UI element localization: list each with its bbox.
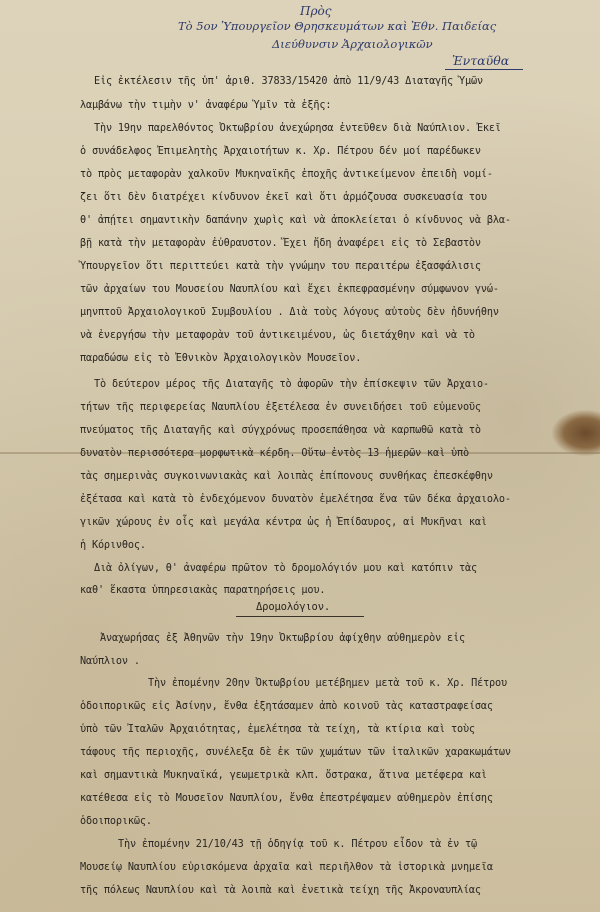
body-line-18: τὰς σημερινὰς συγκοινωνιακὰς καὶ λοιπὰς ἐπίπονους συνθήκας ἐπεσκέφθην (80, 471, 493, 482)
itinerary-line-5: ὑπὸ τῶν Ἰταλῶν Ἀρχαιότητας, ἐμελέτησα τὰ τείχη, τὰ κτίρια καὶ τοὺς (80, 724, 475, 735)
body-line-12: νὰ ἐνεργήσω τὴν μεταφορὰν τοῦ ἀντικειμένου, ὡς διετάχθην καὶ νὰ τὸ (80, 330, 475, 341)
body-line-16: πνεύματος τῆς Διαταγῆς καὶ σύγχρόνως προσεπάθησα νὰ καρπωθῶ κατὰ τὸ (80, 425, 481, 436)
handwritten-directorate: Διεύθυνσιν Ἀρχαιολογικῶν (272, 37, 433, 51)
handwritten-here: Ἐνταῦθα (452, 53, 510, 68)
body-line-9: Ὑπουργεῖον ὅτι περιττεύει κατὰ τὴν γνώμην του περαιτέρω ἐξασφάλισις (80, 261, 481, 272)
body-line-8: βῇ κατὰ τὴν μεταφορὰν ἐὐθραυστον. Ἔχει ἤδη ἀναφέρει εἰς τὸ Σεβαστὸν (80, 238, 481, 249)
body-line-6: ζει ὅτι δὲν διατρέχει κίνδυνον ἐκεῖ καὶ ὅτι ἁρμόζουσα συσκευασία του (80, 192, 487, 203)
itinerary-line-2: Ναύπλιον . (80, 656, 140, 667)
body-line-22: Διὰ ὀλίγων, θ' ἀναφέρω πρῶτον τὸ δρομολόγιόν μου καὶ κατόπιν τὰς (94, 563, 477, 574)
body-line-14: Τὸ δεύτερον μέρος τῆς Διαταγῆς τὸ ἀφορῶν τὴν ἐπίσκεψιν τῶν Ἀρχαιο- (94, 379, 489, 390)
itinerary-line-9: ὁδοιπορικῶς. (80, 816, 152, 827)
body-line-7: θ' ἀπῄτει σημαντικὴν δαπάνην χωρὶς καὶ νὰ ἀποκλείεται ὁ κίνδυνος νὰ βλα- (80, 215, 511, 226)
body-line-1: Εἰς ἐκτέλεσιν τῆς ὑπ' ἀριθ. 37833/15420 ἀπὸ 11/9/43 Διαταγῆς Ὑμῶν (94, 76, 483, 87)
itinerary-line-1: Ἀναχωρήσας ἐξ Ἀθηνῶν τὴν 19ην Ὀκτωβρίου ἀφίχθην αὐθημερὸν εἰς (100, 633, 465, 644)
itinerary-line-10: Τὴν ἐπομένην 21/10/43 τῇ ὁδηγίᾳ τοῦ κ. Πέτρου εἶδον τὰ ἐν τῷ (118, 839, 478, 850)
itinerary-line-7: καὶ σημαντικὰ Μυκηναϊκά, γεωμετρικὰ κλπ. ὄστρακα, ἅτινα μετέφερα καὶ (80, 770, 487, 781)
itinerary-line-11: Μουσείῳ Ναυπλίου εὑρισκόμενα ἀρχαῖα καὶ περιῆλθον τὰ ἱστορικὰ μνημεῖα (80, 862, 493, 873)
body-line-21: ἡ Κόρινθος. (80, 540, 146, 551)
itinerary-line-12: τῆς πόλεως Ναυπλίου καὶ τὰ λοιπὰ καὶ ἐνετικὰ τείχη τῆς Ἀκροναυπλίας (80, 885, 481, 896)
handwritten-underline (445, 69, 523, 70)
handwritten-ministry: Τὸ 5ον Ὑπουργεῖον Θρησκευμάτων καὶ Ἐθν. Παιδείας (178, 19, 497, 33)
body-line-15: τήτων τῆς περιφερείας Ναυπλίου ἐξετέλεσα ἐν συνειδήσει τοῦ εὐμενοῦς (80, 402, 481, 413)
body-line-5: τὸ πρὸς μεταφορὰν χαλκοῦν Μυκηναϊκῆς ἐποχῆς ἀντικείμενον ἐπειδὴ νομί- (80, 169, 493, 180)
body-line-20: γικῶν χώρους ἐν οἷς καὶ μεγάλα κέντρα ὡς ἡ Ἐπίδαυρος, αἱ Μυκῆναι καὶ (80, 517, 487, 528)
body-line-11: μηνπτοῦ Ἀρχαιολογικοῦ Συμβουλίου . Διὰ τοὺς λόγους αὐτοὺς δὲν ἠδυνήθην (80, 307, 499, 318)
paper-stain (552, 410, 600, 456)
itinerary-line-4: ὁδοιπορικῶς εἰς Ἀσίνην, ἔνθα ἐξητάσαμεν ἀπὸ κοινοῦ τὰς καταστραφείσας (80, 701, 493, 712)
body-line-23: καθ' ἕκαστα ὑπηρεσιακὰς παρατηρήσεις μου. (80, 585, 326, 596)
body-line-10: τῶν ἀρχαίων του Μουσείου Ναυπλίου καὶ ἔχει ἐκπεφρασμένην σύμφωνον γνώ- (80, 284, 499, 295)
itinerary-line-8: κατέθεσα εἰς τὸ Μουσεῖον Ναυπλίου, ἔνθα ἐπεστρέψαμεν αὐθημερὸν ἐπίσης (80, 793, 493, 804)
body-line-4: ὁ συνάδελφος Ἐπιμελητὴς Ἀρχαιοτήτων κ. Χρ. Πέτρου δέν μοί παρέδωκεν (80, 146, 481, 157)
body-line-19: ἐξέτασα καὶ κατὰ τὸ ἐνδεχόμενον δυνατὸν ἐμελέτησα ἕνα τῶν δέκα ἀρχαιολο- (80, 494, 511, 505)
itinerary-line-6: τάφους τῆς περιοχῆς, συνέλεξα δὲ ἐκ τῶν χωμάτων τῶν ἰταλικῶν χαρακωμάτων (80, 747, 511, 758)
body-line-2: λαμβάνω τὴν τιμὴν ν' ἀναφέρω Ὑμῖν τὰ ἑξῆς: (80, 100, 332, 111)
section-heading: Δρομολόγιον. (256, 601, 331, 613)
body-line-3: Τὴν 19ην παρελθόντος Ὀκτωβρίου ἀνεχώρησα ἐντεῦθεν διὰ Ναύπλιον. Ἐκεῖ (94, 123, 501, 134)
itinerary-line-3: Τὴν ἐπομένην 20ην Ὀκτωβρίου μετέβημεν μετὰ τοῦ κ. Χρ. Πέτρου (148, 678, 508, 689)
body-line-13: παραδώσω εἰς τὸ Ἐθνικὸν Ἀρχαιολογικὸν Μουσεῖον. (80, 353, 362, 364)
body-line-17: δυνατὸν περισσότερα μορφωτικὰ κέρδη. Οὕτω ἐντὸς 13 ἡμερῶν καὶ ὑπὸ (80, 448, 469, 459)
handwritten-to: Πρὸς (300, 4, 332, 18)
section-heading-rule (236, 616, 364, 617)
